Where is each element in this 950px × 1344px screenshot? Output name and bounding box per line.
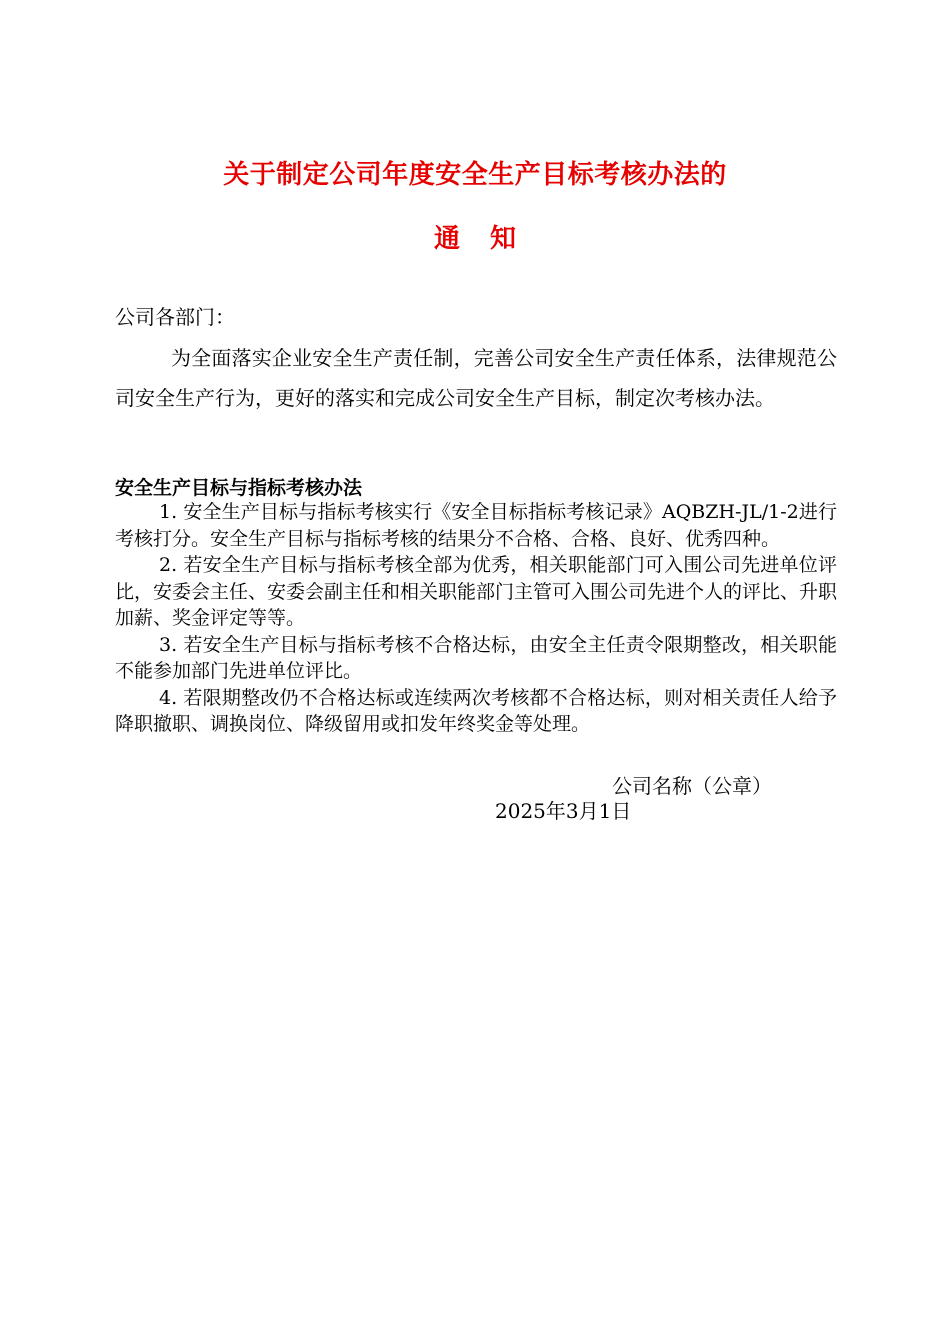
rule-item-3: 3. 若安全生产目标与指标考核不合格达标，由安全主任责令限期整改，相关职能不能参加部门先进单位评比。 — [115, 633, 837, 682]
salutation: 公司各部门： — [115, 305, 235, 329]
rules-list — [115, 499, 837, 738]
issue-date: 2025年3月1日 — [495, 799, 632, 823]
rule-item-1: 1. 安全生产目标与指标考核实行《安全目标指标考核记录》AQBZH-JL/1-2进行考核打分。安全生产目标与指标考核的结果分不合格、合格、良好、优秀四种。 — [115, 501, 837, 550]
section-heading: 安全生产目标与指标考核办法 — [115, 477, 363, 499]
rule-item-2: 2. 若安全生产目标与指标考核全部为优秀，相关职能部门可入围公司先进单位评比，安委会主任、安委会副主任和相关职能部门主管可入围公司先进个人的评比、升职加薪、奖金评定等等。 — [115, 554, 838, 629]
company-seal: 公司名称（公章） — [612, 774, 772, 798]
document-title: 关于制定公司年度安全生产目标考核办法的 — [223, 160, 727, 190]
rule-item-4: 4. 若限期整改仍不合格达标或连续两次考核都不合格达标，则对相关责任人给予降职撤职、调换岗位、降级留用或扣发年终奖金等处理。 — [115, 686, 837, 735]
intro-paragraph: 为全面落实企业安全生产责任制，完善公司安全生产责任体系，法律规范公司安全生产行为，更好的落实和完成公司安全生产目标，制定次考核办法。 — [115, 346, 837, 410]
document-title-notice: 通知 — [433, 224, 546, 254]
